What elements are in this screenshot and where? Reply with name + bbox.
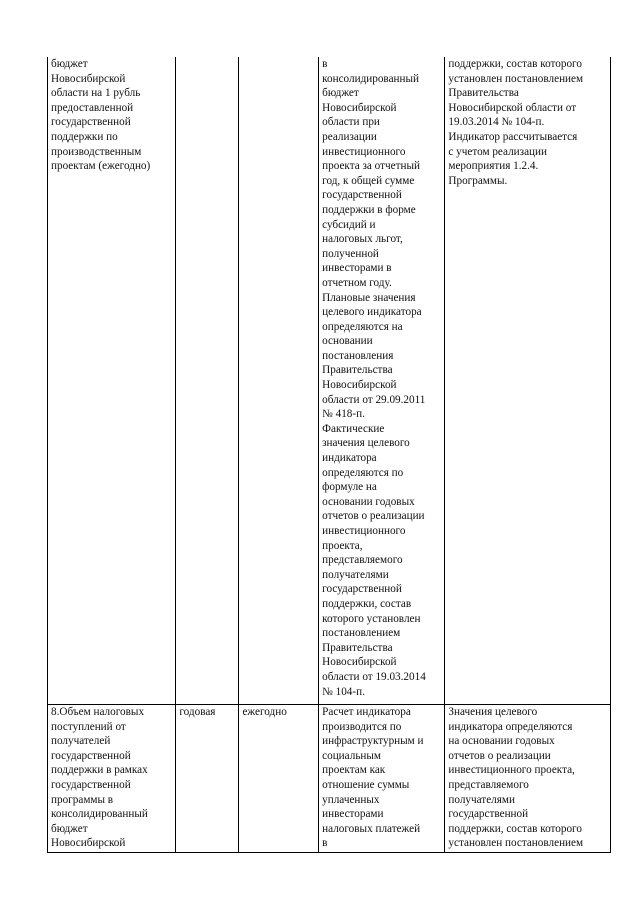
data-source-cell: поддержки, состав которого установлен постановлением Правительства Новосибирской области от 19.03.2014 № 104-п. Индикатор рассчитывается с учетом реализации мероприятия 1.2.4. Программы. [445,57,611,705]
indicator-name-cell: 8.Объем налоговых поступлений от получателей государственной поддержки в рамках государственной программы в консолидированный бюджет Новосибирской [48,705,176,853]
table-row [48,57,611,705]
calculation-method-cell: в консолидированный бюджет Новосибирской области при реализации инвестиционного проекта за отчетный год, к общей сумме государственной поддержки в форме субсидий и налоговых льгот, полученной инвесторами в отчетном году. Плановые значения целевого индикатора определяются на основании постановления Правительства Новосибирской области от 29.09.2011 № 418-п. Фактические значения целевого индикатора определяются по формуле на основании годовых отчетов о реализации инвестиционного проекта, представляемого получателями государственной поддержки, состав которого установлен постановлением Правительства Новосибирской области от 19.03.2014 № 104-п. [319,57,445,705]
table-row [48,705,611,853]
calculation-method-cell: Расчет индикатора производится по инфраструктурным и социальным проектам как отношение суммы уплаченных инвесторами налоговых платежей в [319,705,445,853]
periodicity-cell: годовая [176,705,239,853]
timing-cell [239,57,319,705]
periodicity-cell [176,57,239,705]
timing-cell: ежегодно [239,705,319,853]
indicator-table [47,57,611,853]
indicator-name-cell: бюджет Новосибирской области на 1 рубль предоставленной государственной поддержки по производственным проектам (ежегодно) [48,57,176,705]
data-source-cell: Значения целевого индикатора определяются на основании годовых отчетов о реализации инвестиционного проекта, представляемого получателями государственной поддержки, состав которого установлен постановлением [445,705,611,853]
